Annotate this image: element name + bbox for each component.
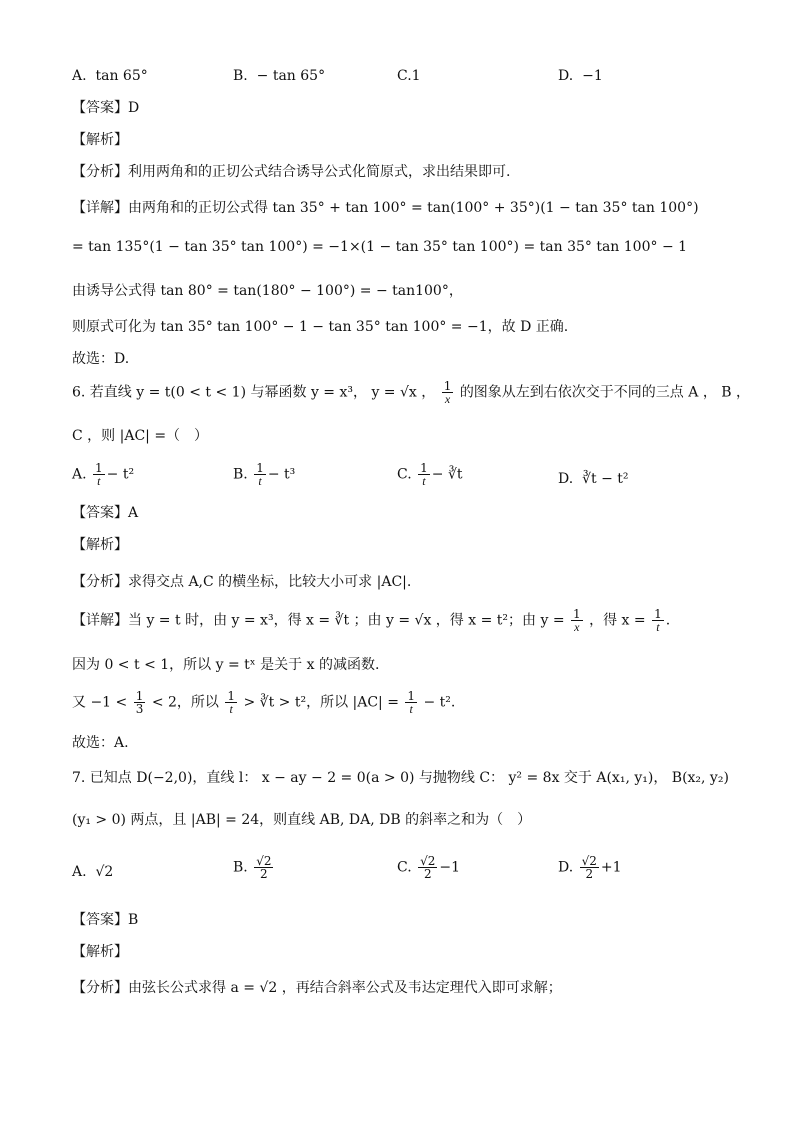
q6-detail-b: ，得 x = xyxy=(589,612,646,629)
q6-analysis: 【分析】求得交点 A,C 的横坐标，比较大小可求 |AC|. xyxy=(72,574,412,590)
q5-detail-3: 由诱导公式得 tan 80° = tan(180° − 100°) = − tan100°， xyxy=(72,283,463,299)
option-tail: ∛t − t² xyxy=(582,471,629,487)
q6-stem-line2: C ，则 |AC| =（ ） xyxy=(72,428,209,444)
q6-detail xyxy=(72,608,670,633)
fraction-denominator: t xyxy=(97,474,101,488)
option-tail: − ∛t xyxy=(431,466,463,483)
q7-jiexi: 【解析】 xyxy=(72,944,128,960)
option-text: √2 xyxy=(95,864,114,880)
option-label: C. xyxy=(397,68,412,84)
q7-option-c xyxy=(397,855,460,880)
q6-option-a xyxy=(72,462,134,487)
q6-detail-a: 【详解】当 y = t 时，由 y = x³，得 x = ∛t ；由 y = √x ，得 x = t²；由 y = xyxy=(72,612,565,629)
fraction-numerator: √2 xyxy=(581,854,597,868)
option-fraction xyxy=(418,855,437,880)
fraction-numerator: 1 xyxy=(443,379,452,393)
q6-choose: 故选：A. xyxy=(72,735,129,751)
option-fraction xyxy=(254,462,266,487)
fraction-numerator: 1 xyxy=(227,689,236,703)
q5-option-c xyxy=(397,67,421,85)
fraction-numerator: 1 xyxy=(407,689,416,703)
fraction-numerator: 1 xyxy=(420,461,428,475)
option-label: A. xyxy=(72,466,87,483)
q7-analysis: 【分析】由弦长公式求得 a = √2 ，再结合斜率公式及韦达定理代入即可求解； xyxy=(72,980,562,996)
q6-also-fraction-1 xyxy=(134,690,146,715)
q6-jiexi: 【解析】 xyxy=(72,537,128,553)
q6-also-fraction-3 xyxy=(405,690,417,715)
fraction-numerator: 1 xyxy=(573,607,581,621)
option-fraction xyxy=(254,855,273,880)
fraction-denominator: t xyxy=(422,474,426,488)
q6-answer: 【答案】A xyxy=(72,505,139,521)
q6-also-fraction-2 xyxy=(225,690,237,715)
fraction-numerator: 1 xyxy=(654,607,662,621)
fraction-denominator: t xyxy=(258,474,262,488)
q7-option-b xyxy=(233,855,275,880)
option-label: B. xyxy=(233,859,248,876)
fraction-numerator: √2 xyxy=(420,854,436,868)
option-label: D. xyxy=(558,859,574,876)
option-fraction xyxy=(93,462,105,487)
q5-option-b xyxy=(233,67,325,85)
q5-analysis: 【分析】利用两角和的正切公式结合诱导公式化简原式，求出结果即可. xyxy=(72,164,511,180)
q6-stem-b: 的图象从左到右依次交于不同的三点 A ， B ， xyxy=(459,384,751,401)
fraction-denominator: x xyxy=(444,392,451,406)
option-label: D. xyxy=(558,68,574,84)
fraction-numerator: 1 xyxy=(95,461,103,475)
q5-option-d xyxy=(558,67,603,85)
fraction-denominator: t xyxy=(656,620,660,634)
option-text: − tan 65° xyxy=(256,68,326,84)
fraction-denominator: x xyxy=(574,620,580,634)
option-tail: − t² xyxy=(106,466,135,483)
fraction-denominator: 2 xyxy=(423,867,432,881)
option-tail: −1 xyxy=(439,859,461,876)
option-label: B. xyxy=(233,466,248,483)
fraction-denominator: 3 xyxy=(135,702,144,716)
q6-stem-fraction xyxy=(442,380,454,405)
q7-stem-line1: 7. 已知点 D(−2,0)，直线 l： x − ay − 2 = 0(a > 0) 与抛物线 C： y² = 8x 交于 A(x₁, y₁)， B(x₂, y₂) xyxy=(72,770,729,786)
q6-option-c xyxy=(397,462,463,487)
fraction-denominator: 2 xyxy=(260,867,268,881)
q6-also xyxy=(72,690,455,715)
q5-option-a xyxy=(72,67,148,85)
q7-answer: 【答案】B xyxy=(72,912,139,928)
q7-option-a xyxy=(72,863,113,881)
option-label: C. xyxy=(397,859,412,876)
option-text: 1 xyxy=(411,68,421,84)
option-tail: +1 xyxy=(600,859,622,876)
q6-option-d xyxy=(558,470,629,488)
option-text: −1 xyxy=(582,68,603,84)
q6-stem-line1 xyxy=(72,380,750,405)
q6-also-c: > ∛t > t²，所以 |AC| = xyxy=(243,694,399,711)
q6-detail-fraction-2 xyxy=(652,608,664,633)
q5-detail-2: = tan 135°(1 − tan 35° tan 100°) = −1×(1 − tan 35° tan 100°) = tan 35° tan 100° − 1 xyxy=(72,239,688,255)
q5-choose: 故选：D. xyxy=(72,351,130,367)
q5-answer: 【答案】D xyxy=(72,100,140,116)
q7-option-d xyxy=(558,855,622,880)
q7-stem-line2: (y₁ > 0) 两点，且 |AB| = 24，则直线 AB, DA, DB 的斜率之和为（ ） xyxy=(72,812,532,828)
fraction-denominator: t xyxy=(229,702,233,716)
fraction-numerator: 1 xyxy=(256,461,264,475)
option-label: D. xyxy=(558,471,574,487)
fraction-denominator: t xyxy=(409,702,413,716)
fraction-numerator: √2 xyxy=(256,854,272,868)
q6-also-b: < 2，所以 xyxy=(151,694,219,711)
q5-detail-4: 则原式可化为 tan 35° tan 100° − 1 − tan 35° tan 100° = −1，故 D 正确. xyxy=(72,319,569,335)
q6-also-d: − t². xyxy=(423,694,456,711)
option-text: tan 65° xyxy=(95,68,148,84)
option-label: A. xyxy=(72,68,87,84)
fraction-denominator: 2 xyxy=(585,867,594,881)
q6-detail-c: . xyxy=(665,612,671,629)
option-fraction xyxy=(580,855,599,880)
option-label: C. xyxy=(397,466,412,483)
q6-stem-a: 6. 若直线 y = t(0 < t < 1) 与幂函数 y = x³， y = √x ， xyxy=(72,384,436,401)
option-fraction xyxy=(418,462,430,487)
q6-also-a: 又 −1 < xyxy=(72,694,128,711)
option-tail: − t³ xyxy=(267,466,296,483)
option-label: A. xyxy=(72,864,87,880)
q5-detail-1: 【详解】由两角和的正切公式得 tan 35° + tan 100° = tan(100° + 35°)(1 − tan 35° tan 100°) xyxy=(72,200,699,216)
fraction-numerator: 1 xyxy=(135,689,144,703)
option-label: B. xyxy=(233,68,248,84)
q6-because: 因为 0 < t < 1，所以 y = tˣ 是关于 x 的减函数. xyxy=(72,657,380,673)
q6-detail-fraction-1 xyxy=(571,608,583,633)
q5-jiexi: 【解析】 xyxy=(72,132,128,148)
q6-option-b xyxy=(233,462,295,487)
